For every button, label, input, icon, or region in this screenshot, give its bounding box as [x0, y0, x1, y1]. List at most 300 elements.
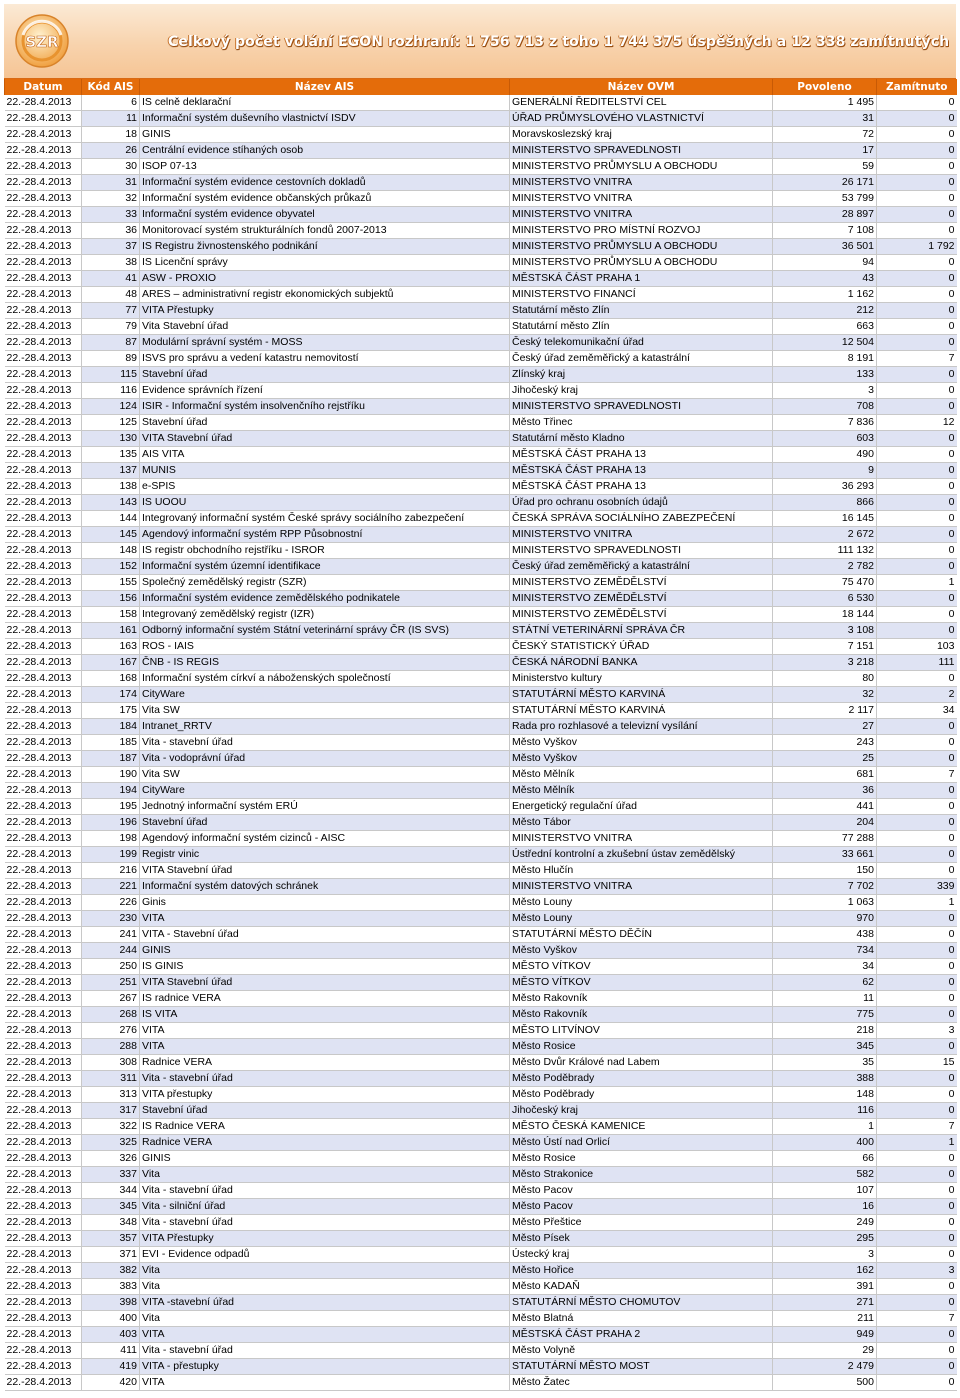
cell-allowed: 7 108 — [773, 223, 877, 239]
cell-ais-code: 130 — [82, 431, 140, 447]
cell-allowed: 2 117 — [773, 703, 877, 719]
table-row — [5, 975, 957, 991]
cell-ais-code: 89 — [82, 351, 140, 367]
cell-ais-code: 268 — [82, 1007, 140, 1023]
cell-ais-name: Agendový informační systém cizinců - AISC — [140, 831, 510, 847]
cell-allowed: 2 672 — [773, 527, 877, 543]
cell-allowed: 31 — [773, 111, 877, 127]
cell-ais-code: 400 — [82, 1311, 140, 1327]
cell-rejected: 1 — [877, 1135, 957, 1151]
cell-allowed: 116 — [773, 1103, 877, 1119]
cell-ais-code: 115 — [82, 367, 140, 383]
cell-ais-name: Vita - vodoprávní úřad — [140, 751, 510, 767]
cell-allowed: 162 — [773, 1263, 877, 1279]
table-row — [5, 1183, 957, 1199]
table-row — [5, 863, 957, 879]
cell-allowed: 441 — [773, 799, 877, 815]
cell-date: 22.-28.4.2013 — [5, 1071, 82, 1087]
cell-date: 22.-28.4.2013 — [5, 975, 82, 991]
col-header-rejected: Zamítnuto — [877, 79, 957, 95]
cell-date: 22.-28.4.2013 — [5, 543, 82, 559]
cell-ais-code: 411 — [82, 1343, 140, 1359]
cell-ovm-name: Město Vyškov — [510, 751, 773, 767]
cell-allowed: 212 — [773, 303, 877, 319]
cell-ovm-name: Město Strakonice — [510, 1167, 773, 1183]
cell-ovm-name: Město Rosice — [510, 1039, 773, 1055]
cell-allowed: 243 — [773, 735, 877, 751]
cell-ais-name: Modulární správní systém - MOSS — [140, 335, 510, 351]
cell-ais-code: 244 — [82, 943, 140, 959]
table-row — [5, 575, 957, 591]
cell-allowed: 53 799 — [773, 191, 877, 207]
table-row — [5, 95, 957, 111]
cell-ovm-name: Město Ústí nad Orlicí — [510, 1135, 773, 1151]
cell-date: 22.-28.4.2013 — [5, 1279, 82, 1295]
cell-ais-name: Stavební úřad — [140, 1103, 510, 1119]
cell-ovm-name: MINISTERSTVO VNITRA — [510, 879, 773, 895]
cell-ais-name: ARES – administrativní registr ekonomických subjektů — [140, 287, 510, 303]
cell-ais-name: Integrovaný informační systém České správy sociálního zabezpečení — [140, 511, 510, 527]
cell-date: 22.-28.4.2013 — [5, 1087, 82, 1103]
cell-rejected: 0 — [877, 751, 957, 767]
cell-ais-name: Evidence správních řízení — [140, 383, 510, 399]
cell-allowed: 75 470 — [773, 575, 877, 591]
cell-ovm-name: MĚSTSKÁ ČÁST PRAHA 13 — [510, 463, 773, 479]
cell-ais-name: Informační systém duševního vlastnictví ISDV — [140, 111, 510, 127]
cell-allowed: 3 — [773, 383, 877, 399]
cell-rejected: 0 — [877, 927, 957, 943]
cell-ais-code: 311 — [82, 1071, 140, 1087]
cell-allowed: 33 661 — [773, 847, 877, 863]
cell-ais-code: 31 — [82, 175, 140, 191]
cell-rejected: 0 — [877, 735, 957, 751]
table-row — [5, 1231, 957, 1247]
cell-rejected: 0 — [877, 1103, 957, 1119]
cell-rejected: 15 — [877, 1055, 957, 1071]
cell-ais-code: 36 — [82, 223, 140, 239]
cell-date: 22.-28.4.2013 — [5, 399, 82, 415]
cell-ais-code: 18 — [82, 127, 140, 143]
cell-ovm-name: MINISTERSTVO VNITRA — [510, 831, 773, 847]
table-body — [5, 95, 957, 1391]
cell-ais-name: ISOP 07-13 — [140, 159, 510, 175]
cell-ais-code: 32 — [82, 191, 140, 207]
cell-ais-name: Integrovaný zemědělský registr (IZR) — [140, 607, 510, 623]
cell-ais-code: 26 — [82, 143, 140, 159]
cell-rejected: 0 — [877, 607, 957, 623]
cell-allowed: 3 218 — [773, 655, 877, 671]
cell-rejected: 0 — [877, 303, 957, 319]
cell-ais-name: Informační systém církví a náboženských společností — [140, 671, 510, 687]
cell-ais-code: 322 — [82, 1119, 140, 1135]
cell-ais-name: Vita - stavební úřad — [140, 1183, 510, 1199]
table-row — [5, 191, 957, 207]
cell-ais-code: 317 — [82, 1103, 140, 1119]
cell-date: 22.-28.4.2013 — [5, 1295, 82, 1311]
table-row — [5, 175, 957, 191]
cell-ais-name: CityWare — [140, 783, 510, 799]
cell-ais-name: VITA - Stavební úřad — [140, 927, 510, 943]
cell-rejected: 339 — [877, 879, 957, 895]
cell-ais-code: 382 — [82, 1263, 140, 1279]
cell-ais-code: 138 — [82, 479, 140, 495]
cell-date: 22.-28.4.2013 — [5, 207, 82, 223]
cell-ais-name: ROS - IAIS — [140, 639, 510, 655]
table-row — [5, 847, 957, 863]
cell-ais-name: VITA — [140, 1023, 510, 1039]
col-header-ais-name: Název AIS — [140, 79, 510, 95]
cell-ais-code: 250 — [82, 959, 140, 975]
cell-allowed: 16 — [773, 1199, 877, 1215]
cell-date: 22.-28.4.2013 — [5, 1151, 82, 1167]
cell-date: 22.-28.4.2013 — [5, 255, 82, 271]
cell-rejected: 0 — [877, 799, 957, 815]
table-row — [5, 1311, 957, 1327]
table-row — [5, 1039, 957, 1055]
table-row — [5, 527, 957, 543]
cell-allowed: 66 — [773, 1151, 877, 1167]
cell-ais-code: 156 — [82, 591, 140, 607]
cell-ovm-name: Zlínský kraj — [510, 367, 773, 383]
cell-allowed: 681 — [773, 767, 877, 783]
cell-date: 22.-28.4.2013 — [5, 511, 82, 527]
cell-ais-name: ISVS pro správu a vedení katastru nemovitostí — [140, 351, 510, 367]
cell-ovm-name: MINISTERSTVO PRŮMYSLU A OBCHODU — [510, 255, 773, 271]
cell-ais-code: 143 — [82, 495, 140, 511]
cell-rejected: 0 — [877, 1375, 957, 1391]
cell-ais-name: Radnice VERA — [140, 1135, 510, 1151]
cell-ovm-name: GENERÁLNÍ ŘEDITELSTVÍ CEL — [510, 95, 773, 111]
table-row — [5, 495, 957, 511]
cell-ais-code: 241 — [82, 927, 140, 943]
table-row — [5, 959, 957, 975]
cell-allowed: 2 782 — [773, 559, 877, 575]
cell-date: 22.-28.4.2013 — [5, 415, 82, 431]
cell-ais-code: 337 — [82, 1167, 140, 1183]
cell-date: 22.-28.4.2013 — [5, 559, 82, 575]
cell-ais-name: VITA — [140, 1039, 510, 1055]
table-row — [5, 1135, 957, 1151]
cell-date: 22.-28.4.2013 — [5, 367, 82, 383]
cell-ais-name: Stavební úřad — [140, 367, 510, 383]
cell-ovm-name: Město Třinec — [510, 415, 773, 431]
cell-allowed: 28 897 — [773, 207, 877, 223]
cell-ovm-name: Město Pacov — [510, 1199, 773, 1215]
cell-allowed: 59 — [773, 159, 877, 175]
cell-ais-name: Informační systém evidence občanských průkazů — [140, 191, 510, 207]
cell-ovm-name: Statutární město Zlín — [510, 319, 773, 335]
cell-ovm-name: MĚSTSKÁ ČÁST PRAHA 2 — [510, 1327, 773, 1343]
cell-ais-name: VITA Stavební úřad — [140, 863, 510, 879]
cell-allowed: 32 — [773, 687, 877, 703]
cell-ais-name: VITA Stavební úřad — [140, 975, 510, 991]
cell-date: 22.-28.4.2013 — [5, 847, 82, 863]
cell-rejected: 0 — [877, 623, 957, 639]
cell-ovm-name: Město Louny — [510, 895, 773, 911]
cell-ovm-name: Energetický regulační úřad — [510, 799, 773, 815]
cell-rejected: 0 — [877, 1151, 957, 1167]
cell-ovm-name: Město Poděbrady — [510, 1087, 773, 1103]
cell-ais-code: 371 — [82, 1247, 140, 1263]
cell-rejected: 0 — [877, 1071, 957, 1087]
cell-date: 22.-28.4.2013 — [5, 671, 82, 687]
cell-ais-name: VITA -stavební úřad — [140, 1295, 510, 1311]
table-row — [5, 383, 957, 399]
cell-ais-name: Vita SW — [140, 703, 510, 719]
cell-date: 22.-28.4.2013 — [5, 1039, 82, 1055]
table-row — [5, 479, 957, 495]
cell-ovm-name: MĚSTSKÁ ČÁST PRAHA 1 — [510, 271, 773, 287]
cell-ais-code: 145 — [82, 527, 140, 543]
cell-ais-name: IS Radnice VERA — [140, 1119, 510, 1135]
cell-ais-name: ISIR - Informační systém insolvenčního rejstříku — [140, 399, 510, 415]
cell-ovm-name: MINISTERSTVO ZEMĚDĚLSTVÍ — [510, 607, 773, 623]
cell-ovm-name: MINISTERSTVO PRŮMYSLU A OBCHODU — [510, 239, 773, 255]
cell-ais-code: 38 — [82, 255, 140, 271]
table-row — [5, 415, 957, 431]
cell-allowed: 18 144 — [773, 607, 877, 623]
cell-ovm-name: MINISTERSTVO FINANCÍ — [510, 287, 773, 303]
cell-ovm-name: Jihočeský kraj — [510, 1103, 773, 1119]
table-row — [5, 1359, 957, 1375]
cell-rejected: 0 — [877, 527, 957, 543]
cell-ais-code: 158 — [82, 607, 140, 623]
cell-rejected: 0 — [877, 143, 957, 159]
cell-date: 22.-28.4.2013 — [5, 319, 82, 335]
cell-allowed: 249 — [773, 1215, 877, 1231]
cell-ovm-name: Město Rakovník — [510, 1007, 773, 1023]
cell-allowed: 2 479 — [773, 1359, 877, 1375]
cell-date: 22.-28.4.2013 — [5, 383, 82, 399]
cell-date: 22.-28.4.2013 — [5, 943, 82, 959]
cell-rejected: 0 — [877, 511, 957, 527]
table-row — [5, 1071, 957, 1087]
cell-date: 22.-28.4.2013 — [5, 1327, 82, 1343]
cell-ovm-name: MINISTERSTVO SPRAVEDLNOSTI — [510, 143, 773, 159]
cell-date: 22.-28.4.2013 — [5, 1167, 82, 1183]
cell-ovm-name: Úřad pro ochranu osobních údajů — [510, 495, 773, 511]
cell-rejected: 0 — [877, 1183, 957, 1199]
cell-rejected: 103 — [877, 639, 957, 655]
cell-ovm-name: MINISTERSTVO ZEMĚDĚLSTVÍ — [510, 591, 773, 607]
cell-rejected: 0 — [877, 911, 957, 927]
table-row — [5, 767, 957, 783]
table-row — [5, 1263, 957, 1279]
cell-allowed: 150 — [773, 863, 877, 879]
cell-ais-code: 308 — [82, 1055, 140, 1071]
cell-ais-code: 116 — [82, 383, 140, 399]
table-row — [5, 287, 957, 303]
cell-ovm-name: MINISTERSTVO VNITRA — [510, 527, 773, 543]
cell-ais-code: 216 — [82, 863, 140, 879]
table-row — [5, 671, 957, 687]
cell-date: 22.-28.4.2013 — [5, 351, 82, 367]
cell-rejected: 0 — [877, 495, 957, 511]
table-row — [5, 1167, 957, 1183]
cell-ais-code: 87 — [82, 335, 140, 351]
cell-date: 22.-28.4.2013 — [5, 911, 82, 927]
cell-ais-code: 226 — [82, 895, 140, 911]
cell-allowed: 734 — [773, 943, 877, 959]
cell-ais-name: MUNIS — [140, 463, 510, 479]
cell-ais-name: Informační systém evidence obyvatel — [140, 207, 510, 223]
cell-allowed: 1 495 — [773, 95, 877, 111]
cell-rejected: 0 — [877, 975, 957, 991]
table-row — [5, 943, 957, 959]
cell-ovm-name: Město Rosice — [510, 1151, 773, 1167]
table-row — [5, 1375, 957, 1391]
cell-allowed: 1 — [773, 1119, 877, 1135]
cell-allowed: 148 — [773, 1087, 877, 1103]
cell-ais-code: 30 — [82, 159, 140, 175]
cell-ovm-name: Město Blatná — [510, 1311, 773, 1327]
cell-date: 22.-28.4.2013 — [5, 1343, 82, 1359]
cell-date: 22.-28.4.2013 — [5, 895, 82, 911]
cell-date: 22.-28.4.2013 — [5, 1023, 82, 1039]
table-row — [5, 511, 957, 527]
cell-ovm-name: Město Pacov — [510, 1183, 773, 1199]
cell-date: 22.-28.4.2013 — [5, 1375, 82, 1391]
cell-ovm-name: STATUTÁRNÍ MĚSTO MOST — [510, 1359, 773, 1375]
cell-ais-name: e-SPIS — [140, 479, 510, 495]
cell-rejected: 0 — [877, 319, 957, 335]
cell-ais-code: 124 — [82, 399, 140, 415]
table-row — [5, 559, 957, 575]
cell-ais-code: 267 — [82, 991, 140, 1007]
cell-allowed: 271 — [773, 1295, 877, 1311]
cell-date: 22.-28.4.2013 — [5, 1055, 82, 1071]
cell-date: 22.-28.4.2013 — [5, 1007, 82, 1023]
cell-date: 22.-28.4.2013 — [5, 95, 82, 111]
cell-rejected: 0 — [877, 543, 957, 559]
cell-rejected: 0 — [877, 991, 957, 1007]
cell-allowed: 6 530 — [773, 591, 877, 607]
cell-ais-code: 190 — [82, 767, 140, 783]
cell-rejected: 0 — [877, 1087, 957, 1103]
cell-rejected: 3 — [877, 1263, 957, 1279]
table-row — [5, 463, 957, 479]
table-row — [5, 815, 957, 831]
cell-ais-code: 345 — [82, 1199, 140, 1215]
cell-ais-code: 11 — [82, 111, 140, 127]
table-row — [5, 623, 957, 639]
cell-allowed: 133 — [773, 367, 877, 383]
cell-rejected: 0 — [877, 1327, 957, 1343]
cell-ais-name: Odborný informační systém Státní veterinární správy ČR (IS SVS) — [140, 623, 510, 639]
cell-ais-code: 357 — [82, 1231, 140, 1247]
cell-ais-code: 420 — [82, 1375, 140, 1391]
cell-ais-name: Informační systém datových schránek — [140, 879, 510, 895]
cell-date: 22.-28.4.2013 — [5, 495, 82, 511]
cell-ais-name: IS VITA — [140, 1007, 510, 1023]
cell-allowed: 1 063 — [773, 895, 877, 911]
cell-ovm-name: Město Vyškov — [510, 943, 773, 959]
cell-ovm-name: MINISTERSTVO PRO MÍSTNÍ ROZVOJ — [510, 223, 773, 239]
cell-rejected: 0 — [877, 815, 957, 831]
table-row — [5, 991, 957, 1007]
table-row — [5, 1023, 957, 1039]
cell-allowed: 211 — [773, 1311, 877, 1327]
table-row — [5, 127, 957, 143]
cell-ovm-name: MINISTERSTVO SPRAVEDLNOSTI — [510, 543, 773, 559]
cell-date: 22.-28.4.2013 — [5, 1215, 82, 1231]
cell-ais-code: 187 — [82, 751, 140, 767]
cell-ovm-name: MINISTERSTVO PRŮMYSLU A OBCHODU — [510, 159, 773, 175]
cell-rejected: 0 — [877, 1359, 957, 1375]
cell-rejected: 111 — [877, 655, 957, 671]
cell-date: 22.-28.4.2013 — [5, 831, 82, 847]
cell-allowed: 3 — [773, 1247, 877, 1263]
cell-rejected: 2 — [877, 687, 957, 703]
cell-rejected: 0 — [877, 1007, 957, 1023]
table-row — [5, 431, 957, 447]
cell-rejected: 0 — [877, 335, 957, 351]
cell-date: 22.-28.4.2013 — [5, 927, 82, 943]
cell-ais-name: IS Licenční správy — [140, 255, 510, 271]
cell-date: 22.-28.4.2013 — [5, 799, 82, 815]
cell-date: 22.-28.4.2013 — [5, 527, 82, 543]
cell-ais-name: Vita Stavební úřad — [140, 319, 510, 335]
cell-ais-code: 419 — [82, 1359, 140, 1375]
col-header-allowed: Povoleno — [773, 79, 877, 95]
cell-ais-name: Centrální evidence stíhaných osob — [140, 143, 510, 159]
cell-rejected: 0 — [877, 271, 957, 287]
cell-allowed: 218 — [773, 1023, 877, 1039]
cell-ais-code: 194 — [82, 783, 140, 799]
cell-ovm-name: MĚSTO VÍTKOV — [510, 959, 773, 975]
cell-date: 22.-28.4.2013 — [5, 783, 82, 799]
cell-date: 22.-28.4.2013 — [5, 1263, 82, 1279]
cell-rejected: 0 — [877, 463, 957, 479]
table-row — [5, 1199, 957, 1215]
cell-rejected: 0 — [877, 831, 957, 847]
cell-date: 22.-28.4.2013 — [5, 1231, 82, 1247]
cell-ais-name: Vita - silniční úřad — [140, 1199, 510, 1215]
cell-ovm-name: Jihočeský kraj — [510, 383, 773, 399]
cell-allowed: 582 — [773, 1167, 877, 1183]
cell-ais-name: VITA - přestupky — [140, 1359, 510, 1375]
cell-ais-name: IS registr obchodního rejstříku - ISROR — [140, 543, 510, 559]
cell-ais-name: Informační systém evidence cestovních dokladů — [140, 175, 510, 191]
cell-date: 22.-28.4.2013 — [5, 959, 82, 975]
cell-allowed: 438 — [773, 927, 877, 943]
cell-date: 22.-28.4.2013 — [5, 191, 82, 207]
cell-rejected: 0 — [877, 383, 957, 399]
cell-ais-name: GINIS — [140, 943, 510, 959]
calls-table — [4, 79, 957, 1391]
cell-ais-name: Vita — [140, 1279, 510, 1295]
cell-ovm-name: Město Poděbrady — [510, 1071, 773, 1087]
table-row — [5, 239, 957, 255]
cell-ais-code: 251 — [82, 975, 140, 991]
cell-date: 22.-28.4.2013 — [5, 463, 82, 479]
cell-ais-code: 37 — [82, 239, 140, 255]
table-row — [5, 911, 957, 927]
cell-ais-code: 33 — [82, 207, 140, 223]
header-banner — [4, 4, 956, 80]
cell-rejected: 0 — [877, 287, 957, 303]
cell-ovm-name: ČESKÁ SPRÁVA SOCIÁLNÍHO ZABEZPEČENÍ — [510, 511, 773, 527]
cell-ovm-name: Město Žatec — [510, 1375, 773, 1391]
cell-allowed: 35 — [773, 1055, 877, 1071]
table-row — [5, 319, 957, 335]
cell-ais-name: CityWare — [140, 687, 510, 703]
cell-ais-code: 77 — [82, 303, 140, 319]
cell-allowed: 775 — [773, 1007, 877, 1023]
table-row — [5, 655, 957, 671]
table-row — [5, 799, 957, 815]
cell-date: 22.-28.4.2013 — [5, 287, 82, 303]
